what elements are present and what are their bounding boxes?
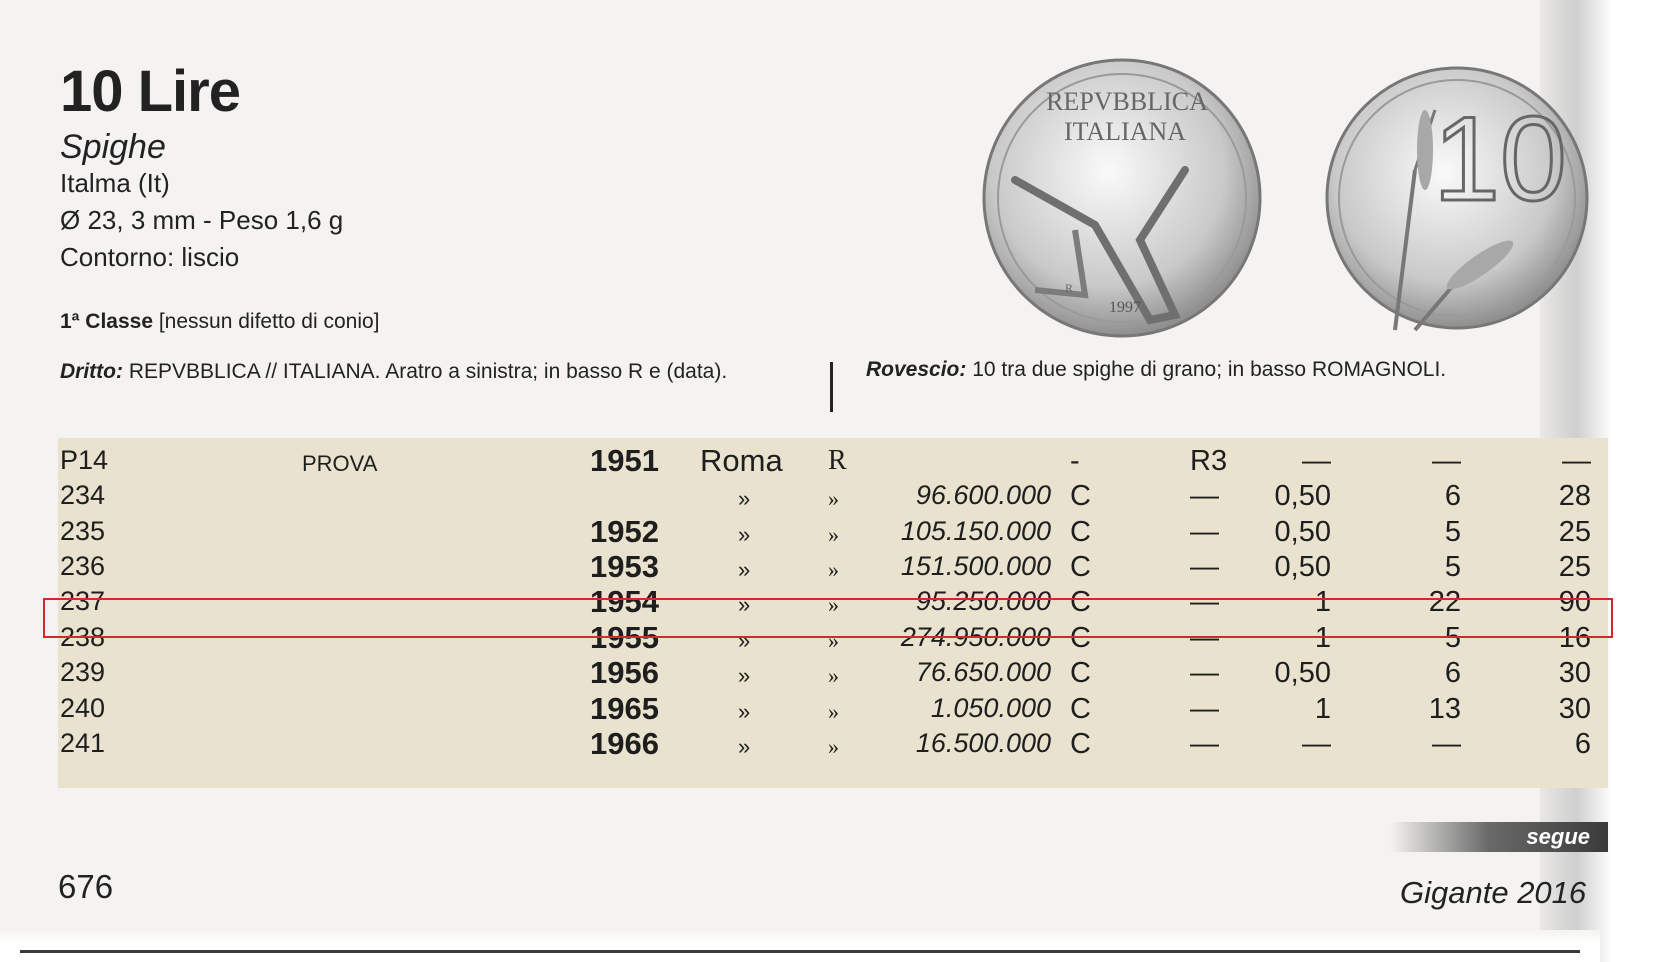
continued-label: segue bbox=[1526, 824, 1590, 849]
cell-num: 236 bbox=[60, 551, 106, 581]
obverse-date: 1997 bbox=[1109, 299, 1141, 316]
cell-v2: 0,50 bbox=[1274, 551, 1331, 583]
cell-rar: C bbox=[1070, 586, 1091, 618]
reverse-value: 10 bbox=[1433, 92, 1567, 226]
cell-mark: » bbox=[828, 699, 839, 724]
cell-v1: — bbox=[1190, 728, 1219, 760]
cell-v3: 5 bbox=[1444, 551, 1461, 583]
cell-year: 1966 bbox=[590, 726, 659, 761]
grade-label: 1ª Classe bbox=[60, 310, 154, 333]
cell-num: 240 bbox=[60, 693, 106, 723]
cell-v3: — bbox=[1432, 728, 1461, 760]
obverse-description bbox=[60, 358, 790, 386]
cell-v3: 13 bbox=[1428, 693, 1461, 725]
table-row bbox=[0, 516, 1661, 552]
cell-v1: — bbox=[1190, 586, 1219, 618]
cell-v4: 30 bbox=[1558, 657, 1591, 689]
cell-rar: C bbox=[1070, 551, 1091, 583]
cell-v3: — bbox=[1432, 445, 1461, 477]
cell-year: 1951 bbox=[590, 443, 659, 478]
cell-num: 241 bbox=[60, 728, 106, 758]
cell-qty: 151.500.000 bbox=[900, 551, 1051, 581]
cell-v4: 16 bbox=[1558, 622, 1591, 654]
obverse-text: REPVBBLICA // ITALIANA. Aratro a sinistra; in basso R e (data). bbox=[122, 360, 728, 383]
cell-rar: C bbox=[1070, 516, 1091, 548]
cell-mark: » bbox=[828, 522, 839, 547]
cell-v3: 5 bbox=[1444, 516, 1461, 548]
coin-subtitle: Spighe bbox=[60, 128, 166, 166]
cell-year: 1956 bbox=[590, 655, 659, 690]
cell-mint: » bbox=[738, 592, 751, 617]
cell-v3: 22 bbox=[1428, 586, 1461, 618]
cell-rar: C bbox=[1070, 728, 1091, 760]
cell-v2: 1 bbox=[1314, 622, 1331, 654]
cell-v1: — bbox=[1190, 657, 1219, 689]
cell-qty: 76.650.000 bbox=[915, 657, 1051, 687]
cell-year: 1965 bbox=[590, 691, 659, 726]
cell-rar: C bbox=[1070, 622, 1091, 654]
description-divider bbox=[830, 362, 833, 412]
cell-qty: 96.600.000 bbox=[915, 480, 1051, 510]
table-row bbox=[0, 657, 1661, 693]
cell-v2: 1 bbox=[1314, 586, 1331, 618]
obverse-label: Dritto: bbox=[60, 360, 123, 383]
cell-num: 237 bbox=[60, 586, 106, 616]
cell-v1: — bbox=[1190, 551, 1219, 583]
cell-mark: R bbox=[828, 445, 847, 476]
cell-v2: 0,50 bbox=[1274, 657, 1331, 689]
cell-mint: » bbox=[738, 628, 751, 653]
cell-v3: 5 bbox=[1444, 622, 1461, 654]
cell-mark: » bbox=[828, 734, 839, 759]
coin-dimensions: Ø 23, 3 mm - Peso 1,6 g bbox=[60, 205, 344, 235]
grade-note: [nessun difetto di conio] bbox=[153, 310, 380, 333]
cell-mark: » bbox=[828, 663, 839, 688]
table-row bbox=[0, 445, 1661, 481]
cell-v1: — bbox=[1190, 693, 1219, 725]
cell-v2: — bbox=[1302, 728, 1331, 760]
cell-mint: » bbox=[738, 486, 751, 511]
cell-qty: 105.150.000 bbox=[900, 516, 1051, 546]
cell-v2: 1 bbox=[1314, 693, 1331, 725]
coin-images bbox=[975, 50, 1605, 360]
cell-rar: C bbox=[1070, 693, 1091, 725]
cell-v4: 6 bbox=[1574, 728, 1591, 760]
cell-v2: 0,50 bbox=[1274, 516, 1331, 548]
cell-mint: » bbox=[738, 734, 751, 759]
cell-v4: 25 bbox=[1558, 551, 1591, 583]
page-bottom-line bbox=[20, 950, 1580, 953]
cell-year: 1955 bbox=[590, 620, 659, 655]
cell-v4: 25 bbox=[1558, 516, 1591, 548]
table-row bbox=[0, 728, 1661, 764]
table-row bbox=[0, 693, 1661, 729]
table-row bbox=[0, 480, 1661, 516]
cell-v1: — bbox=[1190, 480, 1219, 512]
book-title: Gigante 2016 bbox=[1400, 875, 1587, 910]
obverse-legend-1: REPVBBLICA bbox=[1046, 87, 1208, 116]
cell-prova: PROVA bbox=[302, 451, 378, 476]
cell-num: 238 bbox=[60, 622, 106, 652]
coin-obverse-image bbox=[984, 60, 1260, 336]
coin-title: 10 Lire bbox=[60, 59, 240, 124]
cell-rar: C bbox=[1070, 480, 1091, 512]
cell-num: 235 bbox=[60, 516, 106, 546]
cell-rar: - bbox=[1070, 445, 1080, 477]
cell-num: P14 bbox=[60, 445, 109, 475]
cell-v3: 6 bbox=[1444, 657, 1461, 689]
cell-mint: » bbox=[738, 663, 751, 688]
cell-v1: — bbox=[1190, 516, 1219, 548]
cell-v2: 0,50 bbox=[1274, 480, 1331, 512]
grade-line bbox=[60, 310, 380, 334]
coin-edge: Contorno: liscio bbox=[60, 242, 240, 272]
cell-mint: » bbox=[738, 522, 751, 547]
cell-year: 1954 bbox=[590, 584, 659, 619]
obverse-mark: R bbox=[1065, 281, 1074, 295]
table-row bbox=[0, 551, 1661, 587]
reverse-text: 10 tra due spighe di grano; in basso ROMAGNOLI. bbox=[966, 358, 1447, 381]
cell-v1: — bbox=[1190, 622, 1219, 654]
cell-v2: — bbox=[1302, 445, 1331, 477]
highlighted-row-frame bbox=[43, 598, 1613, 638]
cell-num: 234 bbox=[60, 480, 106, 510]
cell-mint: » bbox=[738, 699, 751, 724]
cell-qty: 95.250.000 bbox=[915, 586, 1051, 616]
reverse-description bbox=[866, 358, 1566, 382]
page-bottom-edge bbox=[0, 930, 1600, 962]
coin-metal: Italma (It) bbox=[60, 168, 170, 198]
cell-mark: » bbox=[828, 628, 839, 653]
cell-qty: 1.050.000 bbox=[930, 693, 1051, 723]
continued-banner bbox=[1390, 822, 1608, 852]
cell-rar: C bbox=[1070, 657, 1091, 689]
page-number: 676 bbox=[58, 868, 114, 905]
cell-mark: » bbox=[828, 486, 839, 511]
cell-num: 239 bbox=[60, 657, 106, 687]
cell-v4: 30 bbox=[1558, 693, 1591, 725]
coin-reverse-image bbox=[1327, 68, 1587, 330]
cell-v4: 28 bbox=[1558, 480, 1591, 512]
cell-mark: » bbox=[828, 557, 839, 582]
cell-v1: R3 bbox=[1190, 445, 1228, 477]
cell-year: 1953 bbox=[590, 549, 659, 584]
cell-v4: — bbox=[1562, 445, 1591, 477]
cell-year: 1952 bbox=[590, 514, 659, 549]
cell-v3: 6 bbox=[1444, 480, 1461, 512]
cell-qty: 16.500.000 bbox=[915, 728, 1051, 758]
cell-mint: » bbox=[738, 557, 751, 582]
cell-mark: » bbox=[828, 592, 839, 617]
cell-v4: 90 bbox=[1558, 586, 1591, 618]
reverse-label: Rovescio: bbox=[866, 358, 967, 381]
cell-qty: 274.950.000 bbox=[900, 622, 1051, 652]
cell-mint: Roma bbox=[700, 443, 783, 478]
obverse-legend-2: ITALIANA bbox=[1063, 117, 1187, 146]
